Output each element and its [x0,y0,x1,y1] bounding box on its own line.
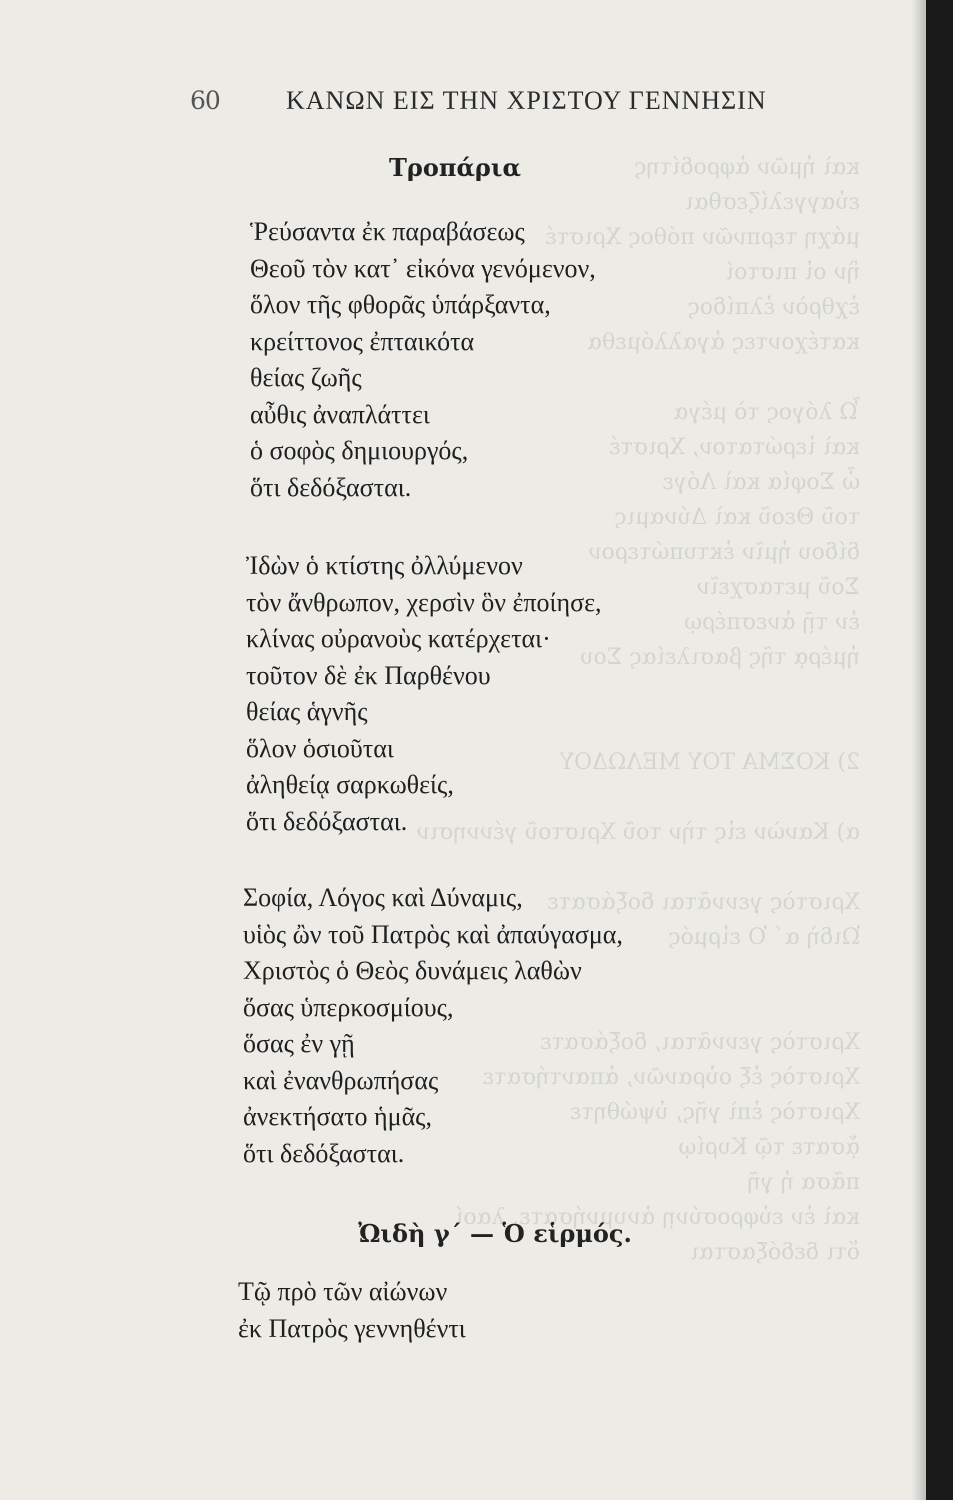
verse-line: ὅσας ὑπερκοσμίους, [243,992,454,1022]
verse-line: ἐκ Πατρὸς γεννηθέντι [238,1313,466,1343]
verse-line: Ῥεύσαντα ἐκ παραβάσεως [250,217,525,246]
verse-line: Χριστὸς ὁ Θεὸς δυνάμεις λαθὼν [243,956,582,985]
verse-line: ὅλον τῆς φθορᾶς ὑπάρξαντα, [250,290,551,319]
verse-line: θείας ἁγνῆς [246,697,368,726]
verse-line: ὅτι δεδόξασται. [246,806,408,836]
page-number: 60 [190,86,220,115]
verse-line: θείας ζωῆς [250,363,362,392]
verse-line: Ἰδὼν ὁ κτίστης ὀλλύμενον [246,551,523,580]
verse-line: Τῷ πρὸ τῶν αἰώνων [238,1277,448,1306]
verse-line: καὶ ἐνανθρωπήσας [243,1065,439,1095]
verse-line: Θεοῦ τὸν κατ᾿ εἰκόνα γενόμενον, [250,253,596,283]
verse-line: ὅτι δεδόξασται. [250,472,412,502]
running-title: ΚΑΝΩΝ ΕΙΣ ΤΗΝ ΧΡΙΣΤΟΥ ΓΕΝΝΗΣΙΝ [286,86,767,115]
verse-line: τοῦτον δὲ ἐκ Παρθένου [246,660,491,690]
verse-line: Σοφία, Λόγος καὶ Δύναμις, [243,883,523,912]
irmos [238,1274,466,1347]
page-edge [926,0,953,1500]
stanza-2 [246,548,602,840]
verse-line: αὖθις ἀναπλάττει [250,399,430,429]
stanza-3 [243,880,623,1172]
verse-line: υἱὸς ὢν τοῦ Πατρὸς καὶ ἀπαύγασμα, [243,919,623,949]
verse-line: ἀνεκτήσατο ἡμᾶς, [243,1102,432,1131]
stanza-1 [250,214,596,506]
verse-line: κλίνας οὐρανοὺς κατέρχεται· [246,624,551,653]
verse-line: ἀληθείᾳ σαρκωθείς, [246,770,454,799]
verse-line: ὅλον ὁσιοῦται [246,733,394,763]
troparia-heading: Τροπάρια [389,153,521,182]
ode-heading: Ὠιδὴ γ΄ — Ὁ εἱρμός. [358,1219,632,1248]
verse-line: τὸν ἄνθρωπον, χερσὶν ὃν ἐποίησε, [246,587,602,617]
bleed-through-text: καὶ ἡμῶν ἀφροδίτης εὐαγγελίζεσθαι μάχη τερπνῶν πόθος Χριστέ ἣν οἱ πιστοί ἐχθρὸν ἐλπίδος κατέχοντες ἀγαλλόμεθα Ὦ λόγος τὸ μέγα καὶ ἱερώτατον, Χριστέ ὦ Σοφία καὶ Λόγε τοῦ Θεοῦ καὶ Δύναμις δίδου ἡμῖν ἐκτυπώτερον Σοῦ μετασχεῖν ἐν τῇ ἀνεσπέρῳ ἡμέρᾳ τῆς βασιλείας Σου 2) ΚΟΣΜΑ ΤΟΥ ΜΕΛΩΔΟΥ α) Κανὼν εἰς τὴν τοῦ Χριστοῦ γέννησιν Χριστὸς γεννᾶται δοξάσατε Ὠιδὴ α΄ Ὁ εἱρμός Χριστὸς γεννᾶται, δοξάσατε Χριστὸς ἐξ οὐρανῶν, ἀπαντήσατε Χριστὸς ἐπὶ γῆς, ὑψώθητε ᾄσατε τῷ Κυρίῳ πᾶσα ἡ γῆ καὶ ἐν εὐφροσύνῃ ἀνυμνήσατε, λαοί ὅτι δεδόξασται [416,155,860,1265]
page-header [0,86,900,126]
verse-line: κρείττονος ἐπταικότα [250,326,475,356]
verse-line: ὅσας ἐν γῇ [243,1029,355,1058]
verse-line: ὅτι δεδόξασται. [243,1138,405,1168]
verse-line: ὁ σοφὸς δημιουργός, [250,436,469,465]
